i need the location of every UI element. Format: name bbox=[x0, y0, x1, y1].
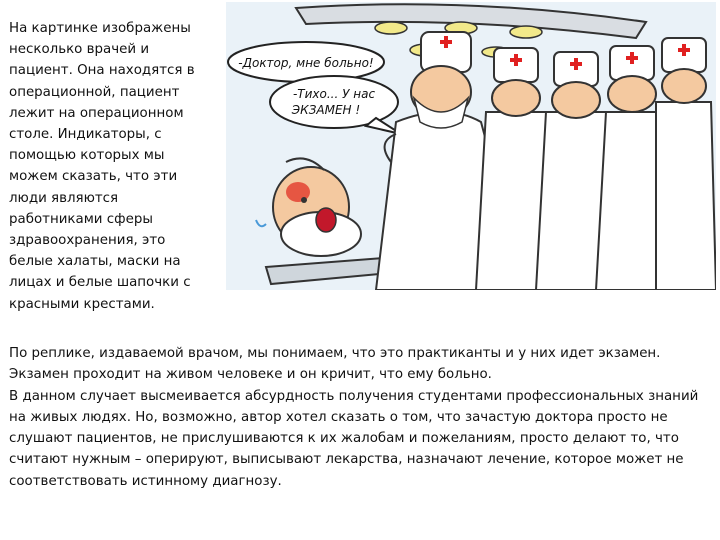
analysis-paragraph-1: По реплике, издаваемой врачом, мы понимаем, что это практиканты и у них идет экзамен. Экзамен проходит на живом человеке и он кричит, что ему больно. bbox=[9, 346, 661, 383]
patient-speech-bubble bbox=[228, 42, 384, 82]
cartoon-illustration bbox=[226, 2, 716, 290]
doctor-speech-line1: -Тихо... У нас bbox=[292, 87, 376, 101]
doctor-speech-line2: ЭКЗАМЕН ! bbox=[291, 103, 361, 117]
analysis-text bbox=[9, 343, 717, 492]
patient-speech-text: -Доктор, мне больно! bbox=[238, 56, 374, 70]
intro-paragraph: На картинке изображены несколько врачей и пациент. Она находятся в операционной, пациент лежит на операционном столе. Индикаторы, с помощью которых мы можем сказать, что эти люди являются работниками сферы здравоохранения, это белые халаты, маски на лицах и белые шапочки с красными крестами. bbox=[9, 21, 195, 312]
analysis-paragraph-2: В данном случает высмеивается абсурдность получения студентами профессиональных знаний на живых людях. Но, возможно, автор хотел сказать о том, что зачастую доктора просто не слушают пациентов, не прислушиваются к их жалобам и пожеланиям, просто делают то, что считают нужным – оперируют, выписывают лекарства, назначают лечение, которое может не соответствовать истинному диагнозу. bbox=[9, 388, 699, 489]
doctor-group bbox=[476, 38, 716, 290]
